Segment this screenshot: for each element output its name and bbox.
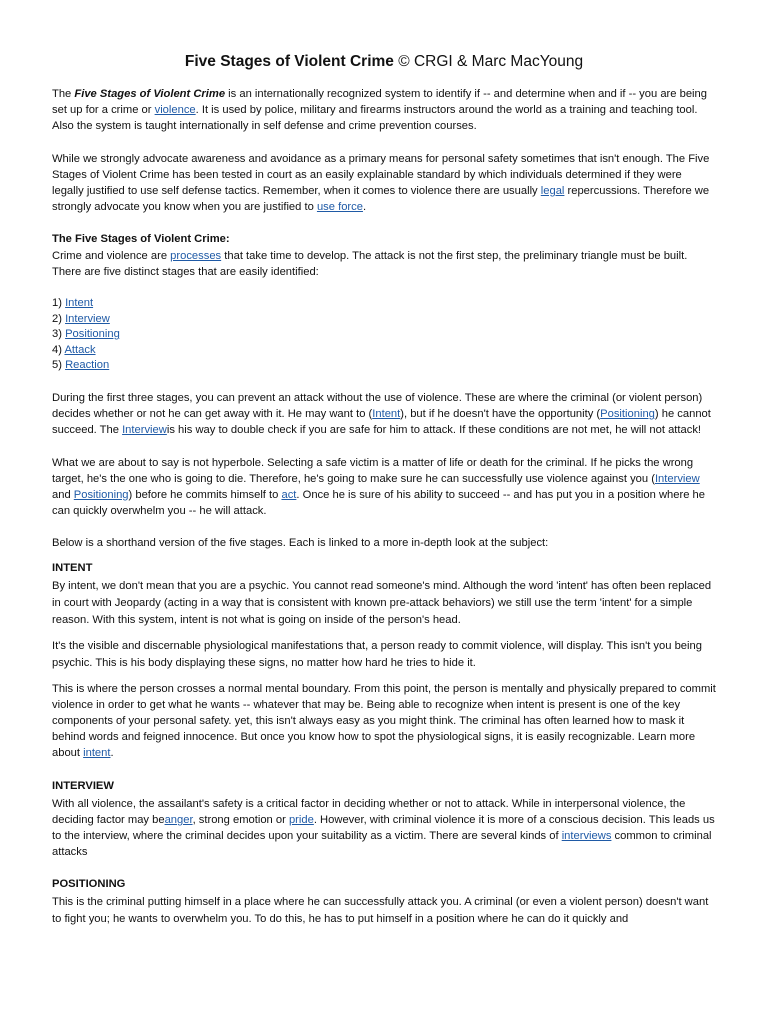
link-violence[interactable]: violence [154, 104, 196, 117]
intent-paragraph-2: It's the visible and discernable physiological manifestations that, a person ready to commit violence, will display. This isn't you being psychic. This is his body displaying these signs, no matter how hard he tries to hide it. [52, 639, 702, 670]
link-intent-inline[interactable]: Intent [372, 408, 401, 421]
title-credit: © CRGI & Marc MacYoung [393, 53, 584, 70]
positioning-paragraph: This is the criminal putting himself in a place where he can successfully attack you. A criminal (or even a violent person) doesn't want to fight you; he wants to overwhelm you. To do this, he has to put himself in a position where he can do it quickly and [52, 896, 709, 925]
intent-paragraph-1: By intent, we don't mean that you are a psychic. You cannot read someone's mind. Although the word 'intent' has often been replaced in court with Jeopardy (acting in a way that is consistent with known pre-attack behaviors) we still use the term 'intent' for a simple reason. With this system, intent is not what is going on inside of the person's head. [52, 579, 712, 627]
link-use-force[interactable]: use force [316, 201, 363, 214]
link-anger[interactable]: anger [164, 813, 193, 826]
list-item [52, 327, 716, 343]
text-run: is an internationally recognized system to identify if -- and determine when and if -- you are being set up for a crime or [52, 88, 707, 117]
page-title [52, 52, 716, 72]
link-positioning[interactable]: Positioning [65, 328, 120, 341]
list-item [52, 358, 716, 374]
text-run: . However, with criminal violence it is more of a conscious decision. This leads us to the interview, where the criminal decides upon your suitability as a victim. There are several kinds of [52, 813, 715, 843]
list-number: 5) [52, 359, 66, 372]
link-pride[interactable]: pride [288, 813, 314, 826]
text-run: ), but if he doesn't have the opportunity ( [400, 408, 601, 421]
text-run: With all violence, the assailant's safety is a critical factor in deciding whether or not to attack. While in interpersonal violence, the deciding factor may be [52, 797, 686, 826]
link-interview-inline-2[interactable]: Interview [654, 472, 700, 485]
list-item [52, 312, 716, 328]
intent-paragraph-3 [52, 681, 716, 762]
section-heading-interview: INTERVIEW [52, 779, 114, 792]
link-positioning-inline-2[interactable]: Positioning [73, 489, 129, 502]
text-emphasis: Five Stages of Violent Crime [74, 88, 226, 100]
link-legal[interactable]: legal [540, 185, 565, 198]
body-paragraph-4 [52, 455, 716, 520]
intro-paragraph-2 [52, 151, 716, 216]
list-number: 1) [52, 297, 66, 310]
text-run: . Once he is sure of his ability to succeed -- and has put you in a position where he can quickly overwhelm you -- he will attack. [52, 489, 705, 518]
section-heading-positioning: POSITIONING [52, 878, 126, 891]
list-item [52, 296, 716, 312]
list-number: 4) [52, 343, 65, 356]
stages-intro [52, 248, 716, 280]
list-number: 3) [52, 328, 66, 341]
text-run: is his way to double check if you are safe for him to attack. If these conditions are not met, he will not attack! [166, 424, 702, 437]
text-run: While we strongly advocate awareness and avoidance as a primary means for personal safety sometimes that isn't enough. The Five Stages of Violent Crime has been tested in court as an easily explainable standard by which individuals determined if they were legally justified to use self defense tactics. Remember, when it comes to violence there are usually [52, 152, 710, 198]
text-run: What we are about to say is not hyperbole. Selecting a safe victim is a matter of life or death for the criminal. If he picks the wrong target, he's the one who is going to die. Therefore, he's going to make sure he can successfully use violence against you ( [52, 456, 694, 485]
link-processes[interactable]: processes [170, 249, 222, 262]
intro-paragraph-1 [52, 86, 716, 135]
text-run: ) before he commits himself to [128, 489, 282, 502]
link-attack[interactable]: Attack [64, 343, 96, 356]
text-run: . It is used by police, military and firearms instructors around the world as a training and teaching tool. Also the system is taught internationally in self defense and crime prevention courses. [52, 104, 698, 133]
text-run: . [362, 201, 367, 214]
text-run: and [52, 489, 74, 502]
link-interview-inline[interactable]: Interview [122, 424, 167, 437]
link-interview[interactable]: Interview [65, 312, 110, 325]
list-number: 2) [52, 312, 66, 325]
text-run: , strong emotion or [192, 813, 289, 826]
link-act[interactable]: act [281, 489, 297, 502]
stages-heading: The Five Stages of Violent Crime: [52, 233, 230, 246]
body-paragraph-5: Below is a shorthand version of the five stages. Each is linked to a more in-depth look at the subject: [52, 537, 549, 550]
text-run: . [110, 747, 114, 760]
body-paragraph-3 [52, 390, 716, 439]
text-run: The [52, 88, 75, 100]
text-run: common to criminal attacks [52, 830, 712, 859]
link-reaction[interactable]: Reaction [65, 359, 110, 372]
section-heading-intent: INTENT [52, 561, 93, 574]
link-intent[interactable]: Intent [65, 297, 94, 310]
link-intent-more[interactable]: intent [83, 747, 111, 760]
link-interviews[interactable]: interviews [561, 830, 612, 843]
title-main: Five Stages of Violent Crime [184, 53, 394, 70]
text-run: Crime and violence are [52, 249, 171, 262]
text-run: During the first three stages, you can prevent an attack without the use of violence. These are where the criminal (or violent person) decides whether or not he can get away with it. He may want to ( [52, 392, 703, 421]
stages-list [52, 296, 716, 374]
link-positioning-inline[interactable]: Positioning [600, 408, 655, 421]
list-item [52, 343, 716, 359]
interview-paragraph [52, 796, 716, 861]
text-run: ) he cannot succeed. The [52, 408, 711, 437]
text-run: that take time to develop. The attack is not the first step, the preliminary triangle must be built. There are five distinct stages that are easily identified: [52, 249, 688, 278]
text-run: repercussions. Therefore we strongly advocate you know when you are justified to [52, 185, 710, 214]
text-run: This is where the person crosses a normal mental boundary. From this point, the person is mentally and physically prepared to commit violence in order to get what he wants -- whatever that may be. Being able to recognize when intent is present is one of the key components of your personal safety. yet, this isn't always easy as you might think. The criminal has often learned how to mask it behind words and feigned innocence. But once you know how to spot the physiological signs, it is easily recognizable. Learn more about [52, 682, 716, 760]
